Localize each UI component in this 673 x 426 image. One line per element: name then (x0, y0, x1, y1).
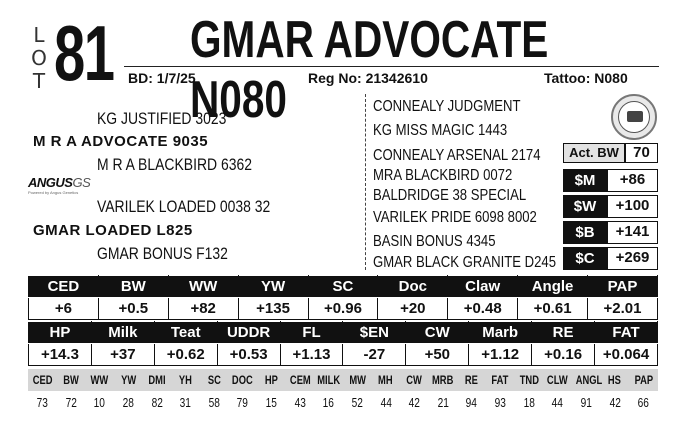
epd-value: +0.53 (217, 344, 280, 366)
percentile-value: 42 (609, 394, 621, 410)
percentile-header: DOC (228, 369, 257, 391)
percentile-value: 21 (437, 394, 449, 410)
reg-value: 21342610 (365, 70, 428, 86)
birth-date (128, 70, 196, 86)
epd-header: SC (308, 276, 378, 298)
epd-value: +1.12 (469, 344, 532, 366)
epd-header: Marb (469, 322, 532, 344)
percentile-header: RE (457, 369, 486, 391)
epd-value: +20 (378, 298, 448, 320)
epd-value: +1.13 (280, 344, 343, 366)
percentile-value: 42 (408, 394, 421, 410)
percentile-header: HP (257, 369, 286, 391)
percentile-value: 18 (523, 394, 535, 410)
epd-header: Claw (448, 276, 518, 298)
tattoo-value: N080 (594, 70, 628, 86)
percentile-header: CW (400, 369, 429, 391)
epd-value-row-1 (29, 298, 658, 320)
epd-value: +82 (168, 298, 238, 320)
epd-header: CW (406, 322, 469, 344)
tattoo-label: Tattoo: (544, 70, 591, 86)
percentile-value: 72 (65, 394, 77, 410)
epd-value: +0.064 (595, 344, 658, 366)
epd-value: +0.62 (154, 344, 217, 366)
epd-value: +14.3 (29, 344, 92, 366)
lot-letter-l: L (33, 23, 45, 47)
percentile-header: CEM (286, 369, 315, 391)
epd-header: $EN (343, 322, 406, 344)
lot-number: 81 (54, 9, 114, 97)
pedigree-right-1: CONNEALY JUDGMENT (373, 98, 521, 115)
index-label-w: $W (563, 195, 607, 218)
percentile-value: 43 (294, 394, 306, 410)
registration-number (308, 70, 428, 86)
lot-letter-t: T (32, 69, 46, 93)
epd-header: RE (532, 322, 595, 344)
seal-icon (611, 94, 657, 140)
percentile-value: 44 (551, 394, 564, 410)
index-value-c: +269 (607, 247, 658, 270)
pedigree-dam-dam: GMAR BONUS F132 (97, 244, 228, 263)
epd-table-2 (28, 321, 658, 366)
angus-gs-logo (28, 175, 91, 198)
epd-header-row-2 (29, 322, 658, 344)
epd-header: BW (98, 276, 168, 298)
pedigree-right-6: VARILEK PRIDE 6098 8002 (373, 209, 537, 226)
index-value-b: +141 (607, 221, 658, 244)
pedigree-dam: GMAR LOADED L825 (33, 222, 193, 239)
percentile-value: 28 (122, 394, 134, 410)
pedigree-sire-sire: KG JUSTIFIED 3023 (97, 109, 227, 128)
epd-header: CED (29, 276, 99, 298)
bd-value: 1/7/25 (156, 70, 196, 86)
lot-letter-o: O (31, 46, 47, 70)
percentile-header-row (28, 369, 658, 391)
index-label-m: $M (563, 169, 607, 192)
epd-header-row-1 (29, 276, 658, 298)
percentile-header: CLW (543, 369, 572, 391)
percentile-header: PAP (629, 369, 658, 391)
pedigree-dam-sire: VARILEK LOADED 0038 32 (97, 197, 271, 216)
percentile-value: 91 (580, 394, 592, 410)
percentile-value: 10 (93, 394, 106, 410)
epd-value: +0.16 (532, 344, 595, 366)
epd-value: +6 (29, 298, 99, 320)
epd-value: +0.5 (98, 298, 168, 320)
logo-text: ANGUS (28, 175, 73, 190)
actual-bw-value: 70 (625, 143, 658, 163)
pedigree-divider (365, 94, 366, 270)
index-label-b: $B (563, 221, 607, 244)
epd-value: +0.48 (448, 298, 518, 320)
epd-value: +135 (238, 298, 308, 320)
pedigree-sire: M R A ADVOCATE 9035 (33, 133, 209, 150)
pedigree-right-8: GMAR BLACK GRANITE D245 (373, 254, 557, 271)
epd-header: Milk (91, 322, 154, 344)
pedigree-right-4: MRA BLACKBIRD 0072 (373, 167, 513, 184)
percentile-value: 52 (351, 394, 363, 410)
pedigree-sire-dam: M R A BLACKBIRD 6362 (97, 155, 252, 174)
percentile-header: MH (372, 369, 401, 391)
percentile-header: MW (343, 369, 372, 391)
percentile-header: WW (85, 369, 114, 391)
percentile-value-row (28, 391, 658, 413)
epd-value-row-2 (29, 344, 658, 366)
reg-label: Reg No: (308, 70, 362, 86)
actual-bw-label: Act. BW (563, 143, 625, 163)
epd-header: Doc (378, 276, 448, 298)
index-value-m: +86 (607, 169, 658, 192)
epd-header: Teat (154, 322, 217, 344)
epd-value: +0.96 (308, 298, 378, 320)
percentile-header: BW (57, 369, 86, 391)
bd-label: BD: (128, 70, 153, 86)
epd-header: YW (238, 276, 308, 298)
epd-header: PAP (588, 276, 658, 298)
percentile-value: 15 (265, 394, 277, 410)
epd-value: +2.01 (588, 298, 658, 320)
percentile-value: 58 (208, 394, 220, 410)
tattoo (544, 70, 628, 86)
epd-header: FAT (595, 322, 658, 344)
index-value-w: +100 (607, 195, 658, 218)
epd-table-1 (28, 275, 658, 320)
percentile-value: 93 (494, 394, 506, 410)
percentile-header: YW (114, 369, 143, 391)
percentile-header: MRB (429, 369, 458, 391)
epd-value: +37 (91, 344, 154, 366)
percentile-value: 31 (179, 394, 192, 410)
epd-header: Angle (518, 276, 588, 298)
percentile-value: 82 (151, 394, 163, 410)
pedigree-right-5: BALDRIDGE 38 SPECIAL (373, 187, 527, 204)
percentile-value: 66 (637, 394, 650, 410)
pedigree-right-7: BASIN BONUS 4345 (373, 233, 496, 250)
percentile-value: 44 (380, 394, 392, 410)
percentile-header: MILK (314, 369, 343, 391)
epd-value: +0.61 (518, 298, 588, 320)
percentile-header: TND (515, 369, 544, 391)
epd-header: FL (280, 322, 343, 344)
percentile-value: 79 (237, 394, 249, 410)
percentile-value: 73 (36, 394, 48, 410)
index-label-c: $C (563, 247, 607, 270)
lot-letters (28, 24, 50, 93)
pedigree-right-2: KG MISS MAGIC 1443 (373, 122, 508, 139)
percentile-header: HS (601, 369, 630, 391)
epd-header: WW (168, 276, 238, 298)
epd-header: HP (29, 322, 92, 344)
percentile-value: 16 (322, 394, 335, 410)
percentile-header: SC (200, 369, 229, 391)
info-bar (124, 66, 659, 88)
percentile-header: CED (28, 369, 57, 391)
percentile-header: DMI (143, 369, 172, 391)
percentile-header: ANGL (572, 369, 601, 391)
logo-suffix: GS (72, 175, 91, 190)
epd-header: UDDR (217, 322, 280, 344)
pedigree-right-3: CONNEALY ARSENAL 2174 (373, 147, 541, 164)
percentile-header: YH (171, 369, 200, 391)
epd-value: -27 (343, 344, 406, 366)
epd-value: +50 (406, 344, 469, 366)
percentile-value: 94 (466, 394, 478, 410)
percentile-table (28, 369, 658, 413)
logo-tagline: Powered by Angus Genetics (28, 190, 79, 195)
animal-name: GMAR ADVOCATE N080 (190, 11, 549, 129)
percentile-header: FAT (486, 369, 515, 391)
